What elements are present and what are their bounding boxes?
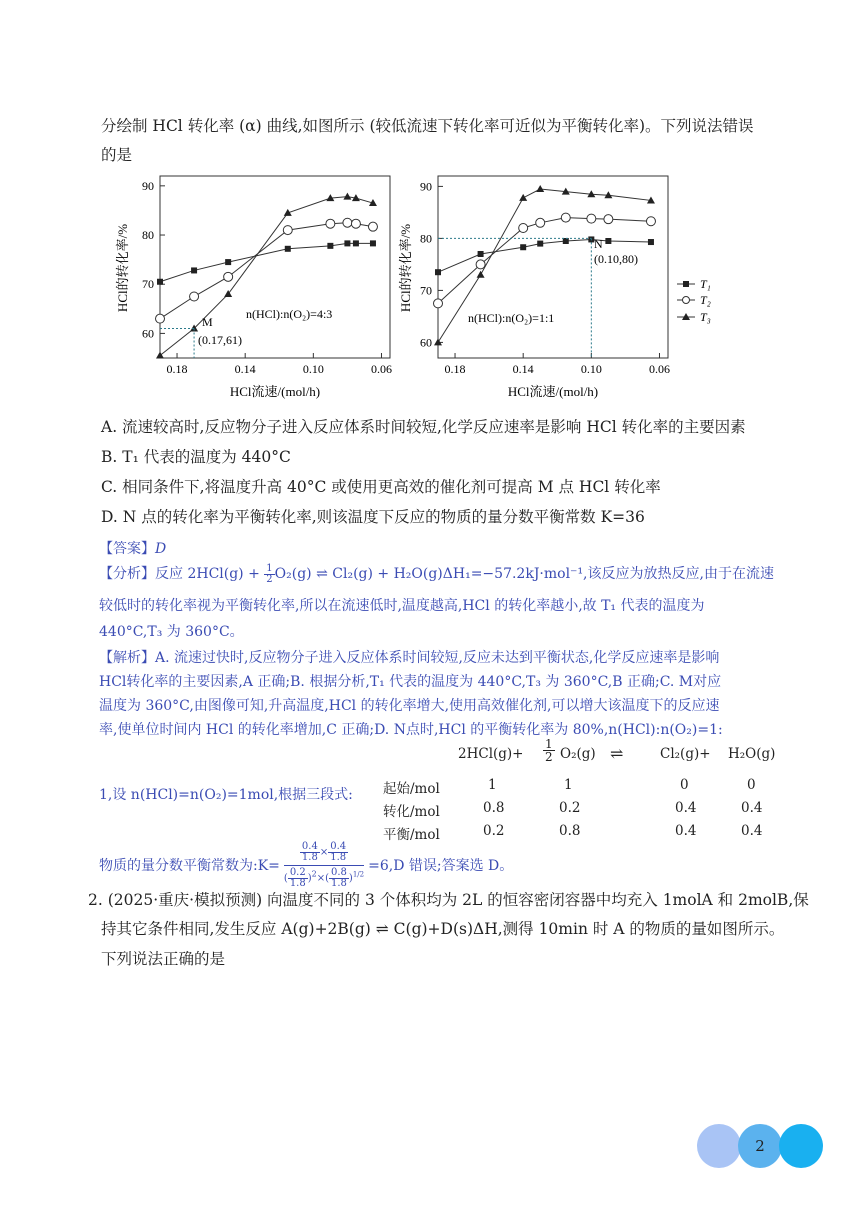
question-2-line-1: 2. (2025·重庆·模拟预测) 向温度不同的 3 个体积均为 2L 的恒容密闭容器中均充入 1molA 和 2molB,保 (88, 891, 809, 909)
data-point-t2 (476, 260, 485, 269)
constant-prefix: 物质的量分数平衡常数为:K= (99, 858, 280, 874)
table-header-h2o: H₂O(g) (728, 746, 776, 762)
table-cell: 0.8 (559, 823, 581, 839)
data-point-t2 (351, 219, 360, 228)
table-header-cl2: Cl₂(g)+ (660, 746, 711, 762)
x-tick-label: 0.14 (512, 362, 534, 376)
data-point-t2 (326, 219, 335, 228)
y-tick-label: 70 (420, 283, 432, 298)
data-point-t2 (519, 224, 528, 233)
y-tick-label: 80 (142, 228, 154, 243)
data-point-t1 (191, 267, 197, 273)
explain-tag: 【解析】 (99, 650, 155, 666)
table-row-label: 平衡/mol (383, 827, 440, 843)
data-point-t3 (477, 271, 485, 278)
y-tick-label: 90 (142, 178, 154, 193)
data-point-t1 (225, 259, 231, 265)
page-circle-dark (779, 1124, 823, 1168)
y-tick-label: 60 (142, 326, 154, 341)
data-point-t2 (604, 215, 613, 224)
legend-t2: T₂ (700, 293, 711, 307)
table-cell: 0.4 (675, 823, 697, 839)
option-c: C. 相同条件下,将温度升高 40°C 或使用更高效的催化剂可提高 M 点 HCl 转化率 (101, 478, 661, 496)
table-cell: 0.4 (741, 800, 763, 816)
explain-line-4: 率,使单位时间内 HCl 的转化率增加,C 正确;D. N点时,HCl 的平衡转化率为 80%,n(HCl):n(O₂)=1: (99, 722, 723, 738)
analysis-tag: 【分析】 (99, 566, 155, 582)
point-n-label: N (594, 237, 603, 251)
data-point-t1 (537, 241, 543, 247)
explain-line-5: 1,设 n(HCl)=n(O₂)=1mol,根据三段式: (99, 787, 353, 803)
y-tick-label: 60 (420, 335, 432, 350)
analysis-text-1b: O₂(g) ⇌ Cl₂(g) + H₂O(g)ΔH₁=−57.2kJ·mol⁻¹,该反应为放热反应,由于在流速 (274, 566, 774, 582)
data-point-t2 (536, 218, 545, 227)
table-cell: 0.8 (483, 800, 505, 816)
question-2-line-3: 下列说法正确的是 (101, 950, 226, 968)
right-ratio-annotation: n(HCl):n(O₂)=1:1 (468, 311, 555, 325)
intro-line-1: 分绘制 HCl 转化率 (α) 曲线,如图所示 (较低流速下转化率可近似为平衡转化率)。下列说法错误 (101, 117, 754, 135)
explain-text-1: A. 流速过快时,反应物分子进入反应体系时间较短,反应未达到平衡状态,化学反应速率是影响 (155, 650, 720, 666)
right-ylabel: HCl的转化率/% (398, 223, 413, 313)
page-number: 2 (738, 1124, 782, 1168)
table-cell: 0.4 (675, 800, 697, 816)
analysis-line-3: 440°C,T₃ 为 360°C。 (99, 624, 244, 640)
left-ylabel: HCl的转化率/% (115, 223, 130, 313)
data-point-t2 (368, 222, 377, 231)
series-line-3 (160, 197, 373, 356)
intro-line-2: 的是 (101, 146, 133, 164)
data-point-t2 (587, 214, 596, 223)
page-circle-light (697, 1124, 741, 1168)
x-tick-label: 0.10 (302, 362, 324, 376)
constant-line (99, 840, 514, 889)
half-fraction: $\frac{1}{2}$ (266, 562, 273, 585)
left-ratio-annotation: n(HCl):n(O₂)=4:3 (246, 307, 333, 321)
table-header-o2: O₂(g) (560, 746, 596, 762)
table-cell: 1 (488, 777, 497, 793)
data-point-t3 (519, 194, 527, 201)
answer-line (99, 538, 166, 558)
table-cell: 0.2 (483, 823, 505, 839)
table-cell: 0.4 (741, 823, 763, 839)
data-point-t3 (536, 185, 544, 192)
data-point-t1 (478, 251, 484, 257)
figure-charts (110, 168, 730, 413)
data-point-t1 (353, 240, 359, 246)
y-tick-label: 80 (420, 231, 432, 246)
data-point-t1 (605, 238, 611, 244)
data-point-t1 (370, 240, 376, 246)
x-tick-label: 0.14 (234, 362, 256, 376)
point-m-label: M (202, 315, 213, 329)
k-fraction: $\frac{0.4}{1.8}$ × $\frac{0.4}{1.8}$ ( $\frac{0.2}{1.8}$ )$^2$×( $\frac{0.8}{1.8}$ )$^{1/2}$ (283, 840, 365, 889)
right-xlabel: HCl流速/(mol/h) (507, 384, 599, 399)
data-point-t1 (327, 243, 333, 249)
option-a: A. 流速较高时,反应物分子进入反应体系时间较短,化学反应速率是影响 HCl 转化率的主要因素 (101, 418, 746, 436)
data-point-t1 (648, 239, 654, 245)
data-point-t1 (285, 246, 291, 252)
data-point-t1 (520, 244, 526, 250)
question-2-line-2: 持其它条件相同,发生反应 A(g)+2B(g) ⇌ C(g)+D(s)ΔH,测得 10min 时 A 的物质的量如图所示。 (101, 920, 785, 938)
point-m-coords: (0.17,61) (198, 333, 242, 347)
table-header-half: $\frac{1}{2}$ (545, 737, 553, 764)
explain-line-3: 温度为 360°C,由图像可知,升高温度,HCl 的转化率增大,使用高效催化剂,可以增大该温度下的反应速 (99, 698, 720, 714)
table-header-arrow: ⇌ (610, 744, 624, 763)
left-xlabel: HCl流速/(mol/h) (229, 384, 321, 399)
table-row-label: 转化/mol (383, 804, 440, 820)
right-chart-frame (438, 176, 668, 358)
table-cell: 0 (680, 777, 689, 793)
table-cell: 0 (747, 777, 756, 793)
data-point-t3 (224, 290, 232, 297)
data-point-t1 (344, 240, 350, 246)
option-b: B. T₁ 代表的温度为 440°C (101, 448, 291, 466)
table-row-label: 起始/mol (383, 781, 440, 797)
data-point-t2 (561, 213, 570, 222)
answer-value: D (155, 541, 167, 557)
analysis-text-1a: 反应 2HCl(g) + (155, 566, 265, 582)
data-point-t2 (190, 292, 199, 301)
explain-line-2: HCl转化率的主要因素,A 正确;B. 根据分析,T₁ 代表的温度为 440°C,T₃ 为 360°C,B 正确;C. M对应 (99, 674, 722, 690)
table-cell: 1 (564, 777, 573, 793)
data-point-t2 (283, 226, 292, 235)
x-tick-label: 0.10 (580, 362, 602, 376)
x-tick-label: 0.06 (648, 362, 670, 376)
answer-tag: 【答案】 (99, 541, 155, 557)
constant-suffix: =6,D 错误;答案选 D。 (368, 858, 514, 874)
series-line-1 (160, 243, 373, 281)
y-tick-label: 70 (142, 277, 154, 292)
table-cell: 0.2 (559, 800, 581, 816)
explain-line-1 (99, 647, 719, 667)
data-point-t3 (156, 352, 164, 359)
data-point-t2 (156, 314, 165, 323)
data-point-t1 (157, 279, 163, 285)
x-tick-label: 0.06 (370, 362, 392, 376)
analysis-line-2: 较低时的转化率视为平衡转化率,所以在流速低时,温度越高,HCl 的转化率越小,故 T₁ 代表的温度为 (99, 598, 705, 614)
data-point-t2 (343, 218, 352, 227)
point-n-coords: (0.10,80) (594, 252, 638, 266)
data-point-t3 (343, 193, 351, 200)
data-point-t2 (646, 217, 655, 226)
x-tick-label: 0.18 (166, 362, 188, 376)
data-point-t1 (435, 269, 441, 275)
data-point-t2 (434, 299, 443, 308)
table-header-hcl: 2HCl(g)+ (458, 746, 524, 762)
legend-t1: T₁ (700, 277, 711, 291)
data-point-t2 (224, 272, 233, 281)
y-tick-label: 90 (420, 179, 432, 194)
chart-legend (677, 277, 711, 324)
legend-t3: T₃ (700, 310, 711, 324)
option-d: D. N 点的转化率为平衡转化率,则该温度下反应的物质的量分数平衡常数 K=36 (101, 508, 645, 526)
analysis-line-1 (99, 563, 774, 585)
x-tick-label: 0.18 (444, 362, 466, 376)
